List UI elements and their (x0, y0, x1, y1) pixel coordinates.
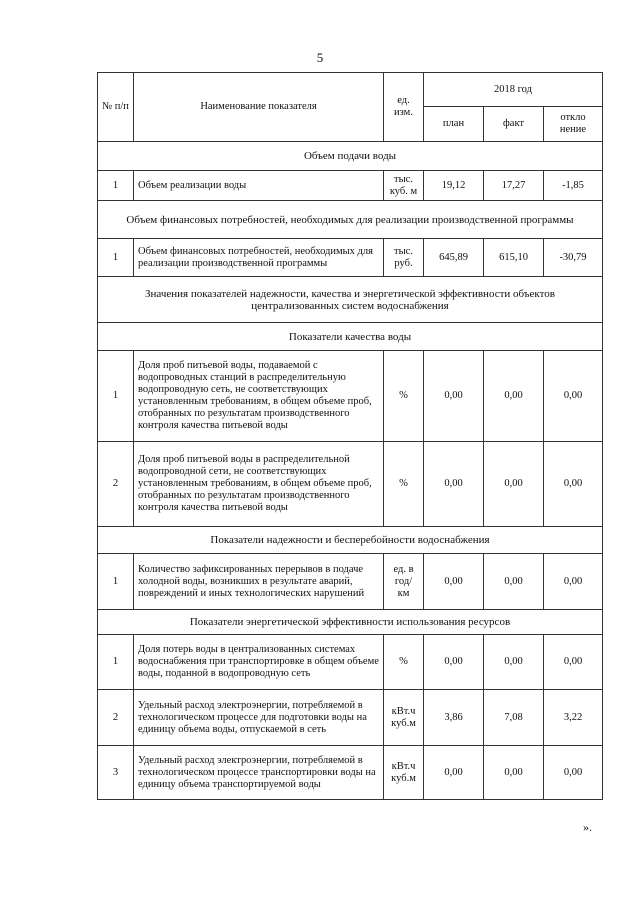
unit-cell: % (384, 442, 424, 527)
indicator-name: Удельный расход электроэнергии, потребляемой в технологическом процессе для подготовки воды на единицу объема воды, отпускаемой в сеть (134, 690, 384, 746)
plan-value: 0,00 (424, 554, 484, 610)
plan-value: 0,00 (424, 746, 484, 800)
page-number: 5 (316, 50, 324, 65)
deviation-value: 0,00 (544, 635, 603, 690)
section-header (98, 142, 603, 171)
plan-value: 3,86 (424, 690, 484, 746)
fact-value: 615,10 (484, 239, 544, 277)
fact-value: 0,00 (484, 351, 544, 442)
closing-quote: ». (583, 820, 592, 834)
table-row (98, 442, 603, 527)
unit-cell: тыс. куб. м (384, 171, 424, 201)
header-fact: факт (484, 107, 544, 142)
table-row (98, 239, 603, 277)
section-header (98, 610, 603, 635)
plan-value: 645,89 (424, 239, 484, 277)
indicators-table (97, 72, 603, 800)
table-row (98, 635, 603, 690)
indicator-name: Доля проб питьевой воды в распределительной водопроводной сети, не соответствующих установленным требованиям, в общем объеме проб, отобранных по результатам производственного контроля качества питьевой воды (134, 442, 384, 527)
indicator-name: Доля проб питьевой воды, подаваемой с водопроводных станций в распределительную водопроводную сеть, не соответствующих установленным требованиям, в общем объеме проб, отобранных по результатам производственного контроля качества питьевой воды (134, 351, 384, 442)
plan-value: 0,00 (424, 351, 484, 442)
header-plan: план (424, 107, 484, 142)
unit-cell: кВт.ч куб.м (384, 746, 424, 800)
table-row (98, 554, 603, 610)
row-number: 1 (98, 351, 134, 442)
deviation-value: 0,00 (544, 554, 603, 610)
row-number: 1 (98, 171, 134, 201)
header-name: Наименование показателя (134, 73, 384, 142)
section-header (98, 527, 603, 554)
plan-value: 19,12 (424, 171, 484, 201)
unit-cell: % (384, 351, 424, 442)
table-row (98, 690, 603, 746)
indicator-name: Доля потерь воды в централизованных системах водоснабжения при транспортировке в общем объеме воды, поданной в водопроводную сеть (134, 635, 384, 690)
row-number: 1 (98, 635, 134, 690)
section-header (98, 323, 603, 351)
unit-cell: тыс. руб. (384, 239, 424, 277)
row-number: 1 (98, 239, 134, 277)
section-title: Показатели энергетической эффективности использования ресурсов (98, 610, 603, 635)
table-row (98, 746, 603, 800)
row-number: 1 (98, 554, 134, 610)
table-row (98, 171, 603, 201)
plan-value: 0,00 (424, 635, 484, 690)
table-row (98, 351, 603, 442)
deviation-value: 0,00 (544, 442, 603, 527)
deviation-value: 0,00 (544, 746, 603, 800)
fact-value: 0,00 (484, 635, 544, 690)
section-title: Значения показателей надежности, качества и энергетической эффективности объектов централизованных систем водоснабжения (98, 277, 603, 323)
header-unit: ед. изм. (384, 73, 424, 142)
section-header (98, 201, 603, 239)
fact-value: 7,08 (484, 690, 544, 746)
unit-cell: кВт.ч куб.м (384, 690, 424, 746)
fact-value: 0,00 (484, 442, 544, 527)
deviation-value: 3,22 (544, 690, 603, 746)
indicator-name: Количество зафиксированных перерывов в подаче холодной воды, возникших в результате аварий, повреждений и иных технологических нарушений (134, 554, 384, 610)
section-header (98, 277, 603, 323)
row-number: 2 (98, 690, 134, 746)
header-num: № п/п (98, 73, 134, 142)
indicator-name: Объем финансовых потребностей, необходимых для реализации производственной программы (134, 239, 384, 277)
unit-cell: % (384, 635, 424, 690)
row-number: 3 (98, 746, 134, 800)
deviation-value: -30,79 (544, 239, 603, 277)
fact-value: 0,00 (484, 746, 544, 800)
indicator-name: Удельный расход электроэнергии, потребляемой в технологическом процессе транспортировки воды на единицу объема транспортируемой воды (134, 746, 384, 800)
plan-value: 0,00 (424, 442, 484, 527)
deviation-value: -1,85 (544, 171, 603, 201)
indicator-name: Объем реализации воды (134, 171, 384, 201)
section-title: Показатели качества воды (98, 323, 603, 351)
fact-value: 0,00 (484, 554, 544, 610)
section-title: Объем финансовых потребностей, необходимых для реализации производственной программы (98, 201, 603, 239)
row-number: 2 (98, 442, 134, 527)
header-row (98, 73, 603, 107)
section-title: Показатели надежности и бесперебойности водоснабжения (98, 527, 603, 554)
header-deviation: откло нение (544, 107, 603, 142)
header-year: 2018 год (424, 73, 603, 107)
unit-cell: ед. в год/ км (384, 554, 424, 610)
deviation-value: 0,00 (544, 351, 603, 442)
fact-value: 17,27 (484, 171, 544, 201)
section-title: Объем подачи воды (98, 142, 603, 171)
